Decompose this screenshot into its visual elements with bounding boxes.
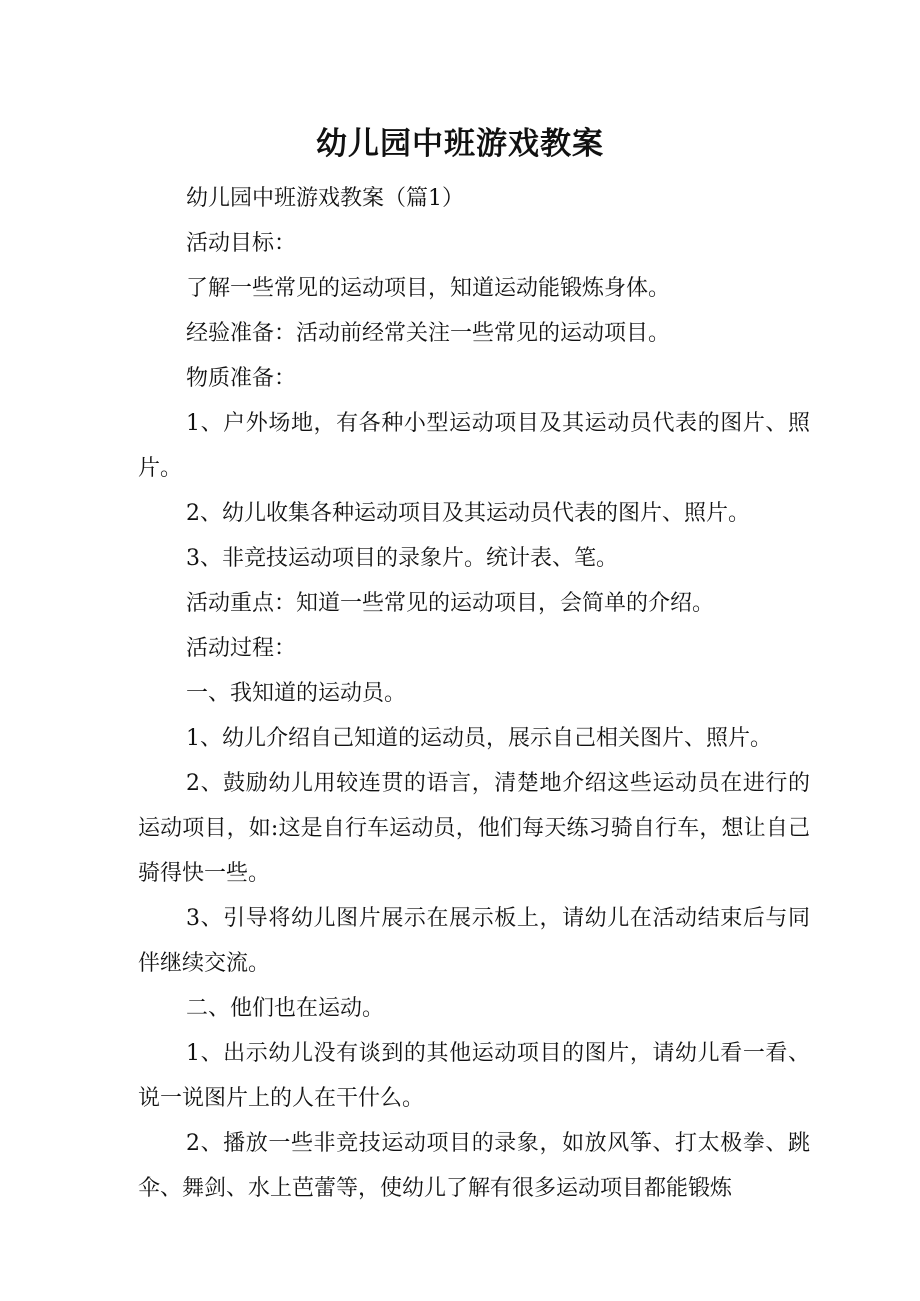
paragraph: 经验准备：活动前经常关注一些常见的运动项目。 [186,321,671,346]
document-title: 幼儿园中班游戏教案 [316,126,604,162]
paragraph: 活动目标： [186,231,297,256]
paragraph: 一、我知道的运动员。 [186,681,407,706]
paragraph: 3、非竞技运动项目的录象片。统计表、笔。 [186,546,618,571]
document-body [138,176,810,1211]
paragraph: 了解一些常见的运动项目，知道运动能锻炼身体。 [186,276,671,301]
paragraph: 活动重点：知道一些常见的运动项目，会简单的介绍。 [186,591,715,616]
paragraph: 3、引导将幼儿图片展示在展示板上，请幼儿在活动结束后与同伴继续交流。 [138,906,810,976]
paragraph: 2、播放一些非竞技运动项目的录象，如放风筝、打太极拳、跳伞、舞剑、水上芭蕾等，使幼儿了解有很多运动项目都能锻炼 [138,1131,810,1201]
paragraph: 活动过程： [186,636,297,661]
paragraph: 2、鼓励幼儿用较连贯的语言，清楚地介绍这些运动员在进行的运动项目，如:这是自行车运动员，他们每天练习骑自行车，想让自己骑得快一些。 [138,771,810,886]
paragraph: 1、出示幼儿没有谈到的其他运动项目的图片，请幼儿看一看、说一说图片上的人在干什么。 [138,1041,810,1111]
paragraph: 2、幼儿收集各种运动项目及其运动员代表的图片、照片。 [186,501,750,526]
paragraph: 1、幼儿介绍自己知道的运动员，展示自己相关图片、照片。 [186,726,772,751]
paragraph: 幼儿园中班游戏教案（篇1） [186,186,464,211]
paragraph: 二、他们也在运动。 [186,996,385,1021]
paragraph: 物质准备： [186,366,297,391]
paragraph: 1、户外场地，有各种小型运动项目及其运动员代表的图片、照片。 [138,411,810,481]
